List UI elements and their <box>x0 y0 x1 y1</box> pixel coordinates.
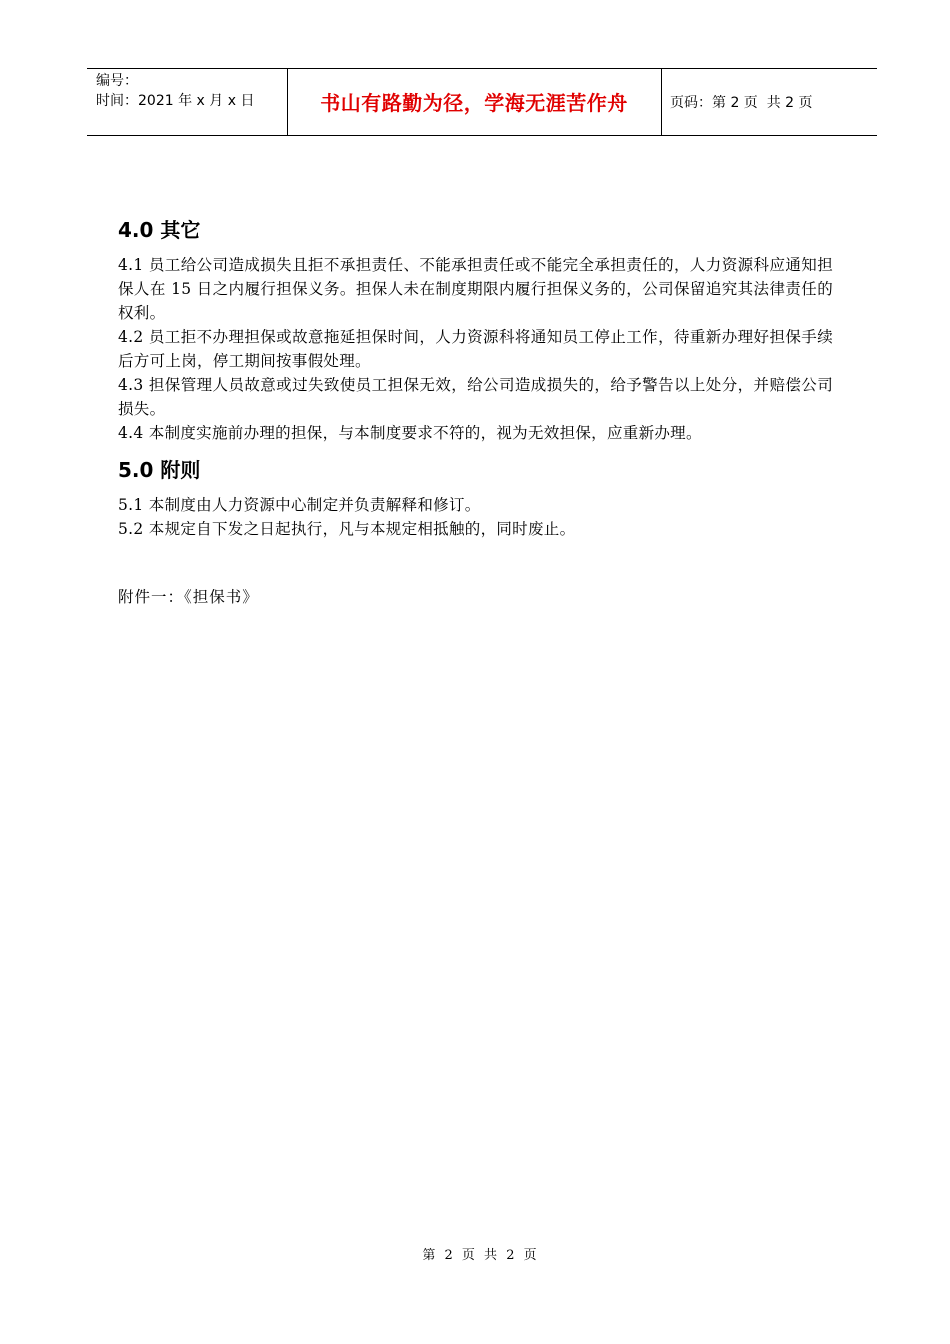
section-title: 5.0 附则 <box>118 458 201 482</box>
header-table <box>87 68 877 136</box>
section-4 <box>118 215 833 445</box>
paragraph: 4.3 担保管理人员故意或过失致使员工担保无效，给公司造成损失的，给予警告以上处分，并赔偿公司损失。 <box>118 376 833 418</box>
header-divider <box>661 69 662 135</box>
time-label: 时间：2021 年 x 月 x 日 <box>96 93 255 109</box>
section-title: 4.0 其它 <box>118 218 201 242</box>
section-5 <box>118 455 833 541</box>
header-page-label: 页码：第 2 页 共 2 页 <box>670 95 813 111</box>
paragraph: 4.1 员工给公司造成损失且拒不承担责任、不能承担责任或不能完全承担责任的，人力资源科应通知担保人在 15 日之内履行担保义务。担保人未在制度期限内履行担保义务的，公司保留追究其法律责任的权利。 <box>118 256 833 322</box>
header-meta <box>96 71 254 111</box>
paragraph: 5.1 本制度由人力资源中心制定并负责解释和修订。 <box>118 496 481 514</box>
header-motto: 书山有路勤为径，学海无涯苦作舟 <box>320 91 628 115</box>
page-footer: 第 2 页 共 2 页 <box>422 1248 538 1263</box>
document-body <box>118 215 833 609</box>
paragraph: 4.4 本制度实施前办理的担保，与本制度要求不符的，视为无效担保，应重新办理。 <box>118 424 702 442</box>
paragraph: 5.2 本规定自下发之日起执行，凡与本规定相抵触的，同时废止。 <box>118 520 576 538</box>
attachment-note: 附件一：《担保书》 <box>118 588 259 606</box>
paragraph: 4.2 员工拒不办理担保或故意拖延担保时间，人力资源科将通知员工停止工作，待重新办理好担保手续后方可上岗，停工期间按事假处理。 <box>118 328 833 370</box>
number-label: 编号： <box>96 73 138 89</box>
